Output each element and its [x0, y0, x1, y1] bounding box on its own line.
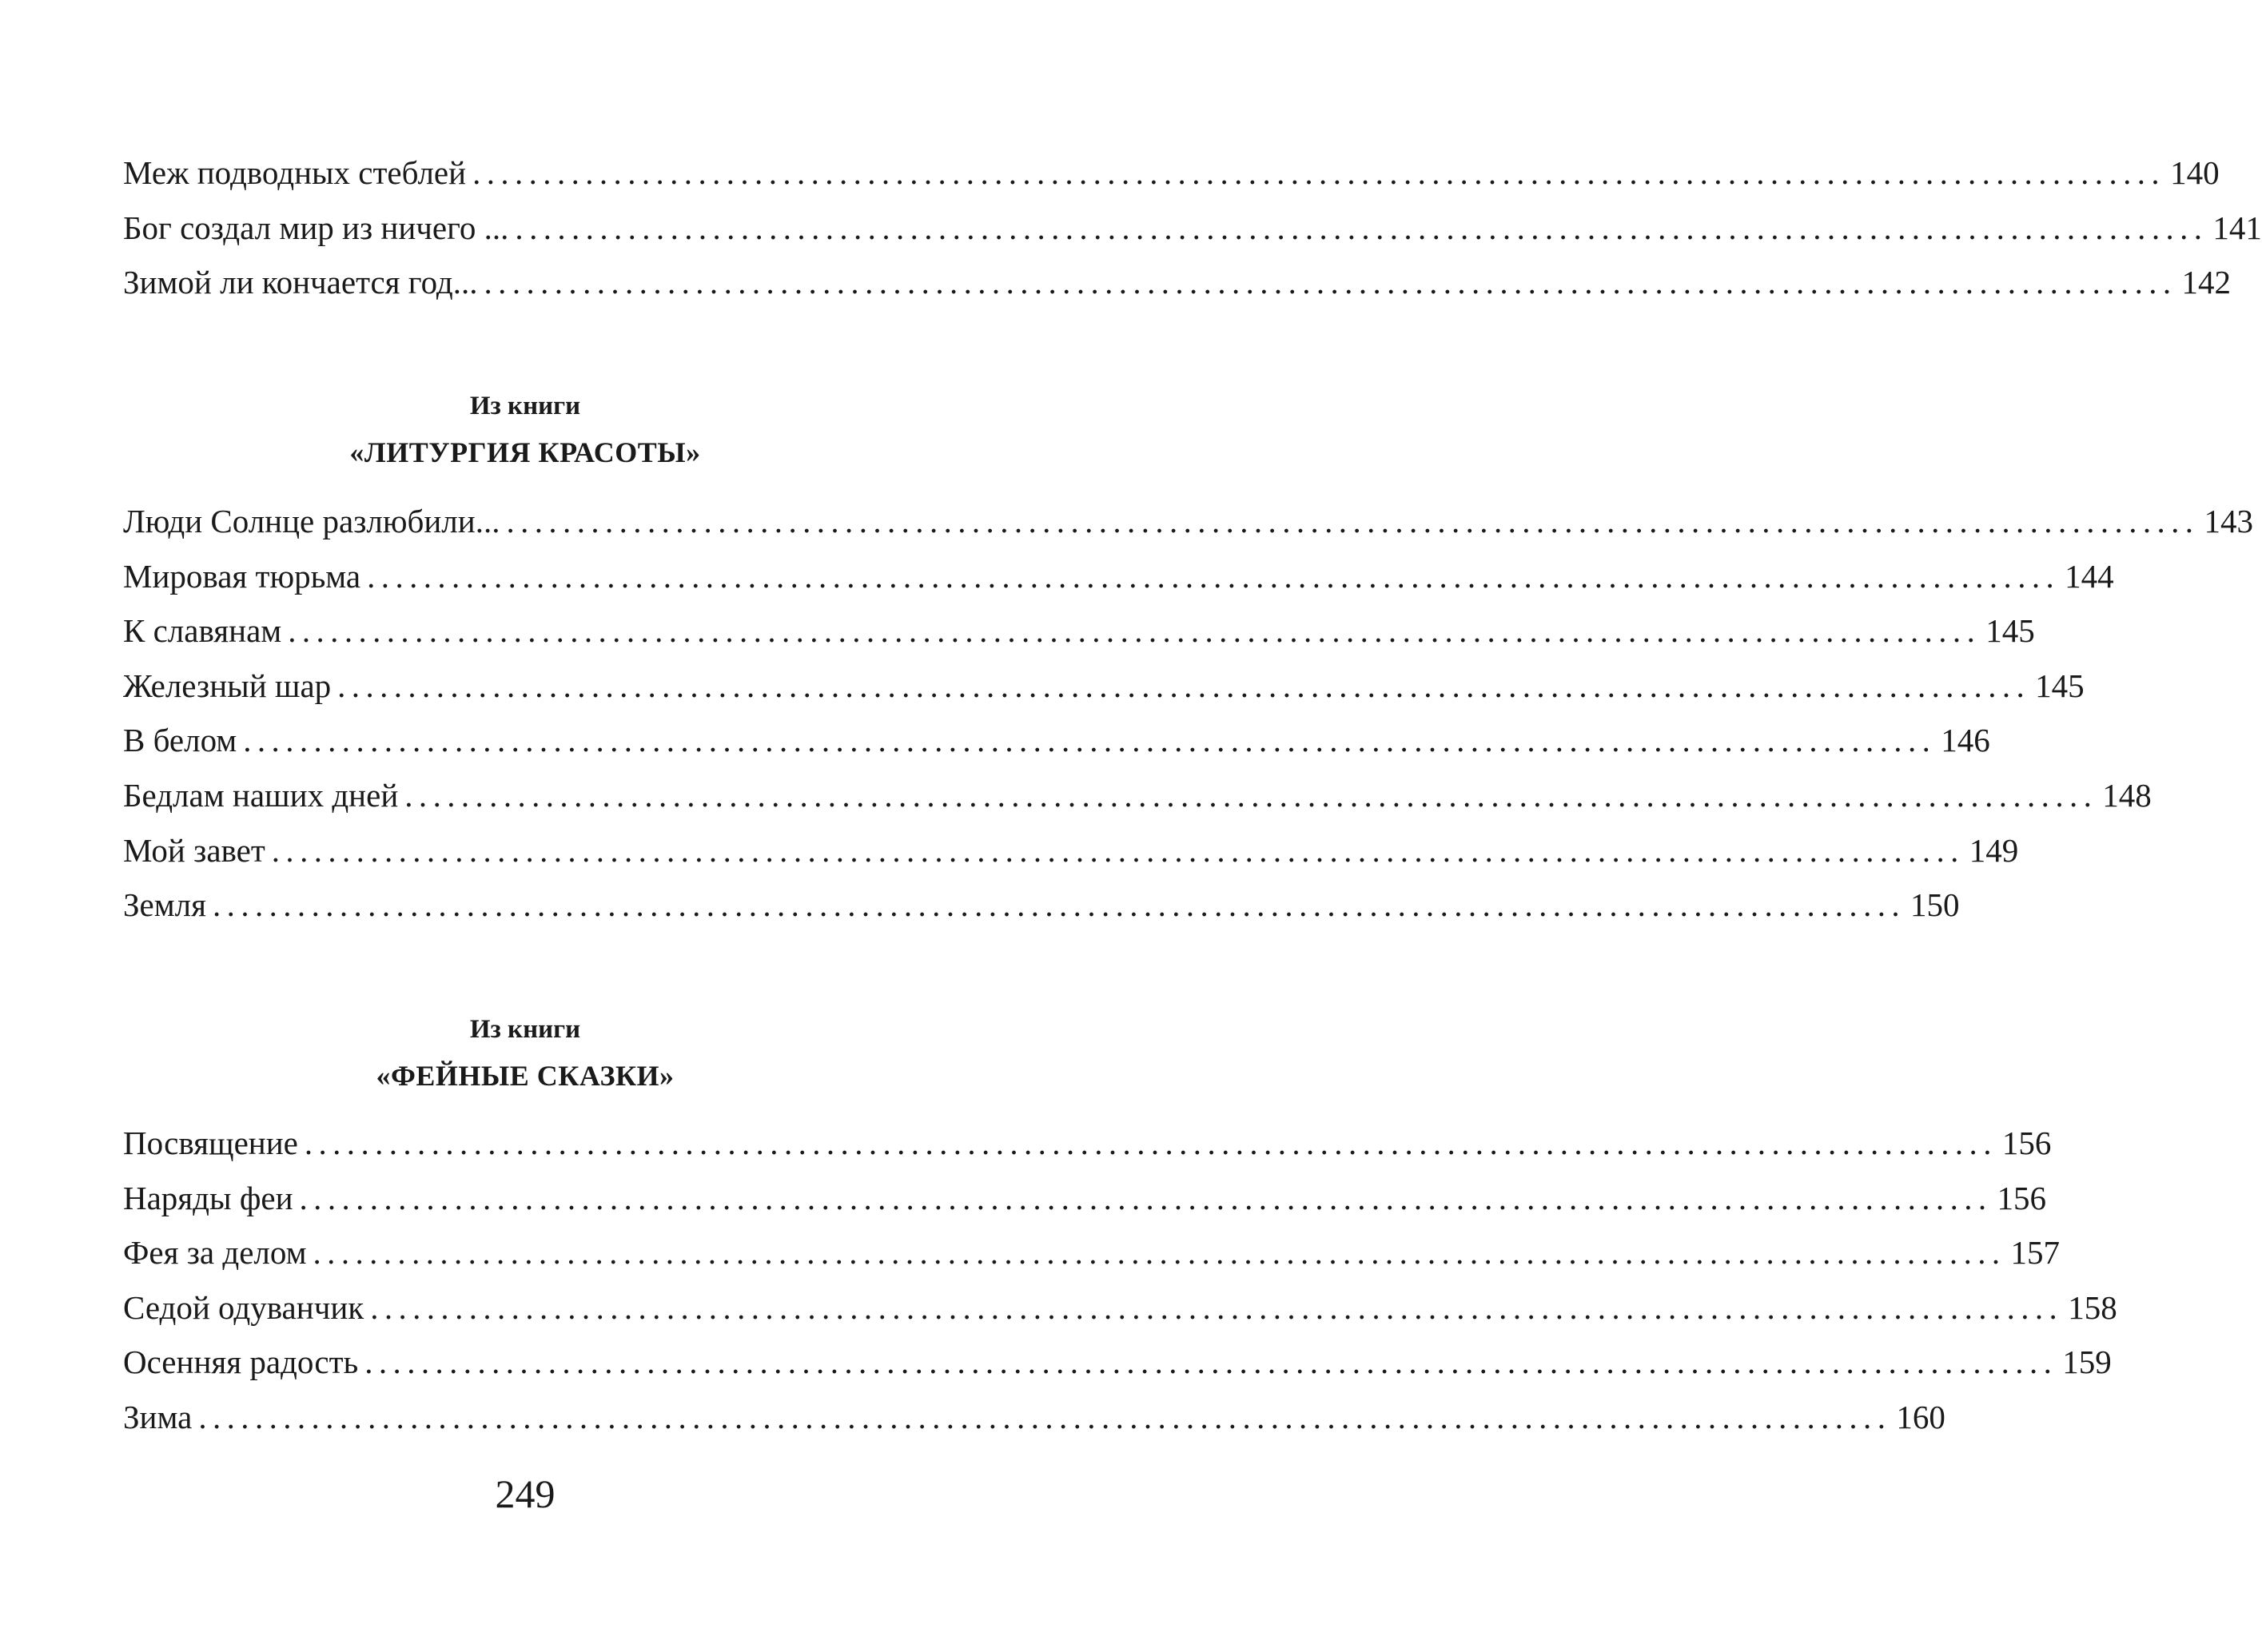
toc-leader-dots: ........................................................................................................................ — [506, 503, 2200, 539]
section-heading-title: «ЛИТУРГИЯ КРАСОТЫ» — [349, 436, 701, 468]
toc-entry-page: 156 — [1997, 1179, 2047, 1216]
toc-entry-page: 148 — [2102, 776, 2152, 814]
toc-entry-title: Наряды феи — [123, 1179, 293, 1216]
toc-entry-page: 145 — [2035, 667, 2085, 704]
section-heading-prefix: Из книги — [469, 1015, 581, 1044]
toc-leader-dots: ........................................................................................................................ — [299, 1179, 1993, 1216]
toc-leader-dots: ........................................................................................................................ — [313, 1234, 2006, 1272]
toc-entry-page: 160 — [1896, 1398, 1945, 1435]
toc-entry-title: Бог создал мир из ничего ... — [123, 209, 509, 246]
section-heading-prefix: Из книги — [469, 392, 581, 420]
toc-entry-page: 141 — [2212, 209, 2262, 246]
toc-leader-dots: ........................................................................................................................ — [515, 209, 2208, 246]
toc-entry-page: 143 — [2204, 503, 2253, 539]
toc-entry — [123, 1179, 2047, 1237]
toc-section-1 — [123, 154, 2262, 321]
toc-leader-dots: ........................................................................................................................ — [484, 264, 2177, 301]
toc-leader-dots: ........................................................................................................................ — [271, 831, 1965, 869]
toc-entry — [123, 667, 2085, 725]
toc-leader-dots: ........................................................................................................................ — [288, 612, 1981, 650]
toc-leader-dots: ........................................................................................................................ — [198, 1398, 1892, 1435]
toc-entry — [123, 1125, 2052, 1182]
toc-leader-dots: ........................................................................................................................ — [370, 1288, 2064, 1326]
toc-entry-page: 157 — [2010, 1234, 2061, 1272]
toc-entry-page: 156 — [2001, 1125, 2052, 1161]
toc-entry-page: 150 — [1910, 886, 1960, 924]
toc-leader-dots: ........................................................................................................................ — [337, 667, 2031, 704]
toc-entry-title: Посвящение — [123, 1125, 298, 1161]
toc-entry-page: 145 — [1985, 612, 2035, 650]
toc-entry — [123, 209, 2262, 267]
toc-entry-page: 159 — [2062, 1343, 2112, 1381]
toc-entry — [123, 1398, 1945, 1456]
toc-entry — [123, 264, 2232, 321]
toc-entry — [123, 831, 2019, 890]
toc-entry — [123, 886, 1960, 944]
toc-entry — [123, 722, 1990, 779]
toc-entry-title: Меж подводных стеблей — [123, 154, 467, 191]
toc-leader-dots: ........................................................................................................................ — [472, 154, 2166, 191]
toc-entry — [123, 557, 2114, 615]
toc-entry-title: Зима — [123, 1398, 193, 1435]
toc-entry-title: В белом — [123, 722, 237, 759]
toc-entry-page: 158 — [2068, 1288, 2117, 1326]
section-heading-liturgy — [123, 393, 927, 467]
toc-entry-page: 140 — [2170, 154, 2220, 191]
toc-leader-dots: ........................................................................................................................ — [404, 776, 2098, 814]
toc-section-3 — [123, 1125, 2117, 1456]
section-heading-title: «ФЕЙНЫЕ СКАЗКИ» — [376, 1060, 675, 1092]
toc-entry-title: Люди Солнце разлюбили... — [123, 503, 500, 539]
toc-entry-title: Железный шар — [123, 667, 332, 704]
toc-leader-dots: ........................................................................................................................ — [364, 1343, 2058, 1381]
section-heading-fairy-tales — [123, 1017, 927, 1090]
toc-entry-page: 149 — [1969, 831, 2019, 869]
toc-entry-title: Мой завет — [123, 831, 265, 869]
toc-section-2 — [123, 503, 2253, 944]
toc-entry-title: Земля — [123, 886, 207, 924]
toc-entry-page: 142 — [2181, 264, 2232, 301]
toc-entry — [123, 1288, 2117, 1347]
toc-entry — [123, 1234, 2061, 1292]
toc-entry-title: К славянам — [123, 612, 282, 650]
toc-entry-page: 146 — [1941, 722, 1990, 759]
toc-entry — [123, 612, 2035, 670]
toc-entry-title: Бедлам наших дней — [123, 776, 399, 814]
toc-entry-title: Зимой ли кончается год... — [123, 264, 478, 301]
toc-entry-title: Мировая тюрьма — [123, 557, 361, 595]
toc-entry-title: Осенняя радость — [123, 1343, 359, 1381]
toc-leader-dots: ........................................................................................................................ — [304, 1125, 1997, 1161]
toc-leader-dots: ........................................................................................................................ — [367, 557, 2061, 595]
page-number: 249 — [495, 1471, 556, 1516]
toc-entry-title: Фея за делом — [123, 1234, 307, 1272]
toc-entry — [123, 1343, 2112, 1401]
toc-entry-page: 144 — [2065, 557, 2114, 595]
toc-entry — [123, 154, 2220, 212]
toc-entry-title: Седой одуванчик — [123, 1288, 364, 1326]
toc-entry — [123, 776, 2152, 834]
toc-leader-dots: ........................................................................................................................ — [213, 886, 1906, 924]
toc-leader-dots: ........................................................................................................................ — [243, 722, 1937, 759]
toc-entry — [123, 503, 2253, 560]
toc-page — [123, 0, 2262, 1652]
